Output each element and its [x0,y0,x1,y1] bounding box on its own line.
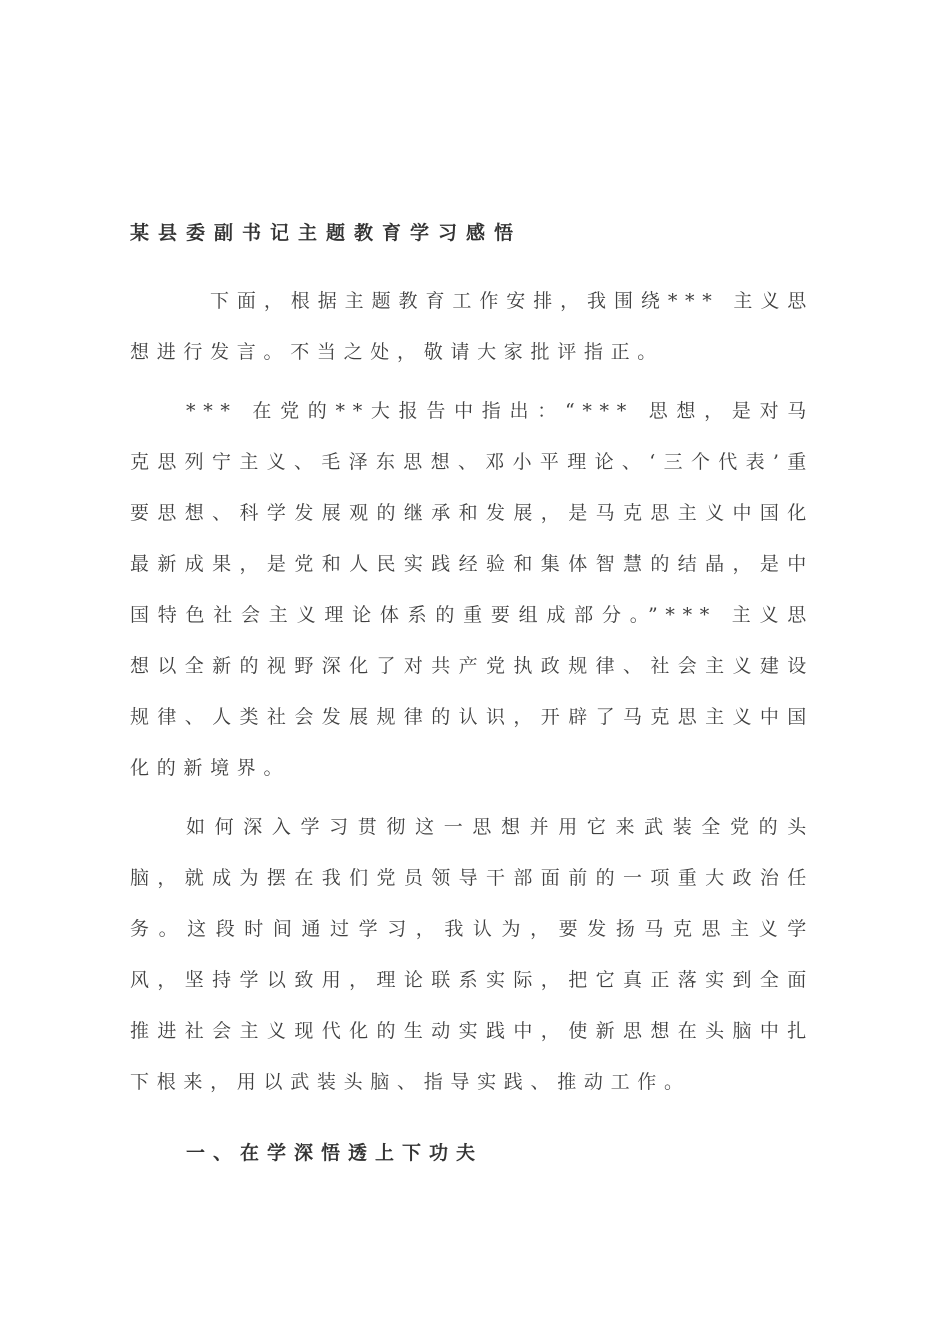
document-title: 某县委副书记主题教育学习感悟 [130,222,523,244]
section-heading-one: 一、在学深悟透上下功夫 [186,1142,484,1164]
paragraph-study-approach: 如何深入学习贯彻这一思想并用它来武装全党的头脑，就成为摆在我们党员领导干部面前的一项重大政治任务。这段时间通过学习，我认为，要发扬马克思主义学风，坚持学以致用，理论联系实际，把它真正落实到全面推进社会主义现代化的生动实践中，使新思想在头脑中扎下根来，用以武装头脑、指导实践、推动工作。 [130,816,814,1093]
paragraph-intro: 下面，根据主题教育工作安排，我围绕*** 主义思想进行发言。不当之处，敬请大家批评指正。 [130,290,814,363]
document-body [130,216,814,1170]
paragraph-thought-summary: *** 在党的**大报告中指出：“*** 思想，是对马克思列宁主义、毛泽东思想、邓小平理论、‘三个代表’重要思想、科学发展观的继承和发展，是马克思主义中国化最新成果，是党和人民实践经验和集体智慧的结晶，是中国特色社会主义理论体系的重要组成部分。”*** 主义思想以全新的视野深化了对共产党执政规律、社会主义建设规律、人类社会发展规律的认识，开辟了马克思主义中国化的新境界。 [130,400,814,779]
